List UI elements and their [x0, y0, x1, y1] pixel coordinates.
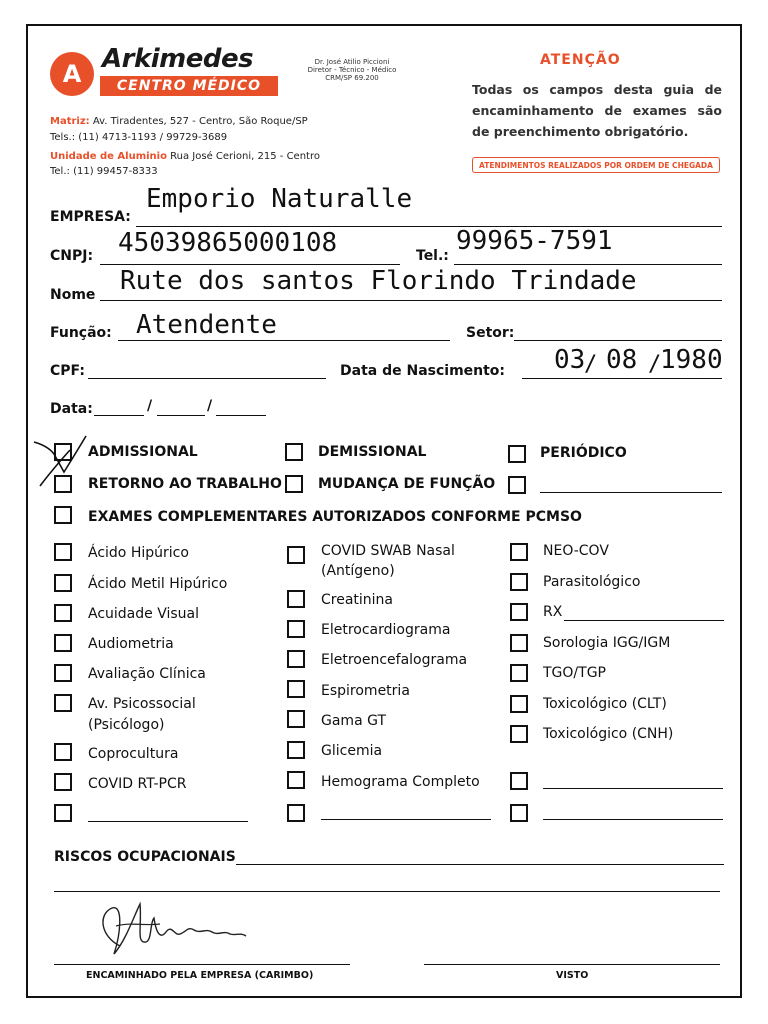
exam-label-glicemia: Glicemia [321, 743, 383, 759]
unidade-line [50, 151, 320, 162]
empresa-line [136, 226, 722, 227]
signature-stroke [103, 904, 246, 954]
exam-other-line-2[interactable] [321, 819, 491, 820]
exam-checkbox-parasitologico[interactable] [510, 573, 528, 591]
mudanca-label: MUDANÇA DE FUNÇÃO [318, 476, 496, 492]
riscos-line-2[interactable] [54, 891, 720, 892]
exam-label-antigeno: (Antígeno) [321, 563, 395, 579]
riscos-line[interactable] [236, 864, 724, 865]
director-name: Dr. José Atilio Piccioni [314, 58, 390, 66]
exam-checkbox-tgo-tgp[interactable] [510, 664, 528, 682]
attention-text: Todas os campos desta guia de encaminhamento de exames são de preenchimento obrigatório. [472, 82, 722, 139]
data-year-line[interactable] [216, 415, 266, 416]
exam-checkbox-gama-gt[interactable] [287, 710, 305, 728]
visto-label: VISTO [556, 970, 589, 981]
exam-other-line-1[interactable] [88, 821, 248, 822]
empresa-label: EMPRESA: [50, 209, 131, 225]
exam-checkbox-acuidade[interactable] [54, 604, 72, 622]
periodico-checkbox[interactable] [508, 445, 526, 463]
exam-label-avaliacao: Avaliação Clínica [88, 666, 206, 682]
exam-checkbox-audiometria[interactable] [54, 634, 72, 652]
brand-logo [50, 52, 94, 96]
exam-label-parasitologico: Parasitológico [543, 574, 641, 590]
nascimento-year[interactable]: 1980 [660, 345, 723, 375]
exam-label-covid-rtpcr: COVID RT-PCR [88, 776, 187, 792]
exam-checkbox-espirometria[interactable] [287, 680, 305, 698]
exam-label-tgo-tgp: TGO/TGP [543, 665, 606, 681]
exam-checkbox-toxico-clt[interactable] [510, 695, 528, 713]
data-slash-2: / [207, 398, 213, 414]
exam-label-covid-swab: COVID SWAB Nasal [321, 543, 455, 559]
exam-checkbox-eletroencefalograma[interactable] [287, 650, 305, 668]
matriz-line [50, 116, 308, 127]
tel-label: Tel.: [416, 248, 449, 264]
exam-rx-line[interactable] [564, 620, 724, 621]
nascimento-month[interactable]: 08 [606, 345, 638, 375]
cpf-line[interactable] [88, 378, 326, 379]
exam-label-psicologo: (Psicólogo) [88, 717, 165, 733]
complementares-label: EXAMES COMPLEMENTARES AUTORIZADOS CONFORME PCMSO [88, 509, 582, 525]
funcao-line [118, 340, 450, 341]
nascimento-line [522, 378, 722, 379]
nascimento-day[interactable]: 03 [554, 345, 586, 375]
exam-checkbox-other-2[interactable] [287, 804, 305, 822]
attention-title: ATENÇÃO [540, 52, 621, 68]
cnpj-line [100, 264, 400, 265]
exam-label-audiometria: Audiometria [88, 636, 174, 652]
matriz-phones: Tels.: (11) 4713-1193 / 99729-3689 [50, 132, 228, 143]
visto-line [424, 964, 720, 965]
cnpj-label: CNPJ: [50, 248, 94, 264]
unidade-address: Rua José Cerioni, 215 - Centro [170, 151, 320, 162]
funcao-value[interactable]: Atendente [136, 310, 277, 340]
data-label: Data: [50, 401, 93, 417]
brand-subtitle: CENTRO MÉDICO [100, 76, 278, 96]
funcao-label: Função: [50, 325, 112, 341]
brand-name: Arkimedes [102, 44, 254, 74]
retorno-checkbox[interactable] [54, 475, 72, 493]
data-slash-1: / [147, 398, 153, 414]
exam-label-acido-metil: Ácido Metil Hipúrico [88, 576, 228, 592]
retorno-label: RETORNO AO TRABALHO [88, 476, 282, 492]
demissional-checkbox[interactable] [285, 443, 303, 461]
tel-value[interactable]: 99965-7591 [456, 226, 613, 256]
exam-checkbox-neo-cov[interactable] [510, 543, 528, 561]
exam-checkbox-eletrocardiograma[interactable] [287, 620, 305, 638]
riscos-label: RISCOS OCUPACIONAIS [54, 849, 236, 865]
exam-checkbox-glicemia[interactable] [287, 741, 305, 759]
exam-checkbox-covid-swab[interactable] [287, 546, 305, 564]
director-info [300, 58, 404, 82]
exam-checkbox-hemograma[interactable] [287, 771, 305, 789]
exam-checkbox-other-3[interactable] [510, 772, 528, 790]
signature-graphic [90, 896, 260, 960]
other-type-checkbox[interactable] [508, 476, 526, 494]
exam-checkbox-sorologia[interactable] [510, 634, 528, 652]
exam-label-espirometria: Espirometria [321, 683, 410, 699]
attention-badge: ATENDIMENTOS REALIZADOS POR ORDEM DE CHEGADA [472, 157, 720, 173]
exam-checkbox-psicossocial[interactable] [54, 694, 72, 712]
exam-label-eletrocardiograma: Eletrocardiograma [321, 622, 451, 638]
cpf-label: CPF: [50, 363, 85, 379]
exam-label-rx: RX [543, 604, 563, 620]
exam-label-coprocultura: Coprocultura [88, 746, 179, 762]
exam-other-line-4[interactable] [543, 819, 723, 820]
nome-label: Nome [50, 287, 96, 303]
demissional-label: DEMISSIONAL [318, 444, 427, 460]
admissional-label: ADMISSIONAL [88, 444, 198, 460]
exam-checkbox-acido-hipurico[interactable] [54, 543, 72, 561]
exam-label-toxico-cnh: Toxicológico (CNH) [543, 726, 674, 742]
exam-checkbox-creatinina[interactable] [287, 590, 305, 608]
tel-line [454, 264, 722, 265]
exam-label-eletroencefalograma: Eletroencefalograma [321, 652, 468, 668]
periodico-label: PERIÓDICO [540, 445, 627, 461]
setor-label: Setor: [466, 325, 515, 341]
exam-checkbox-covid-rtpcr[interactable] [54, 773, 72, 791]
exam-label-psicossocial: Av. Psicossocial [88, 696, 196, 712]
exam-checkbox-other-4[interactable] [510, 804, 528, 822]
exam-checkbox-acido-metil[interactable] [54, 574, 72, 592]
exam-checkbox-avaliacao[interactable] [54, 664, 72, 682]
unidade-phone: Tel.: (11) 99457-8333 [50, 166, 158, 177]
carimbo-line [54, 964, 350, 965]
exam-checkbox-coprocultura[interactable] [54, 743, 72, 761]
exam-label-hemograma: Hemograma Completo [321, 774, 480, 790]
nascimento-slash-1: / [584, 352, 598, 377]
signature-stroke-2 [116, 924, 160, 926]
setor-line[interactable] [514, 340, 722, 341]
exam-label-creatinina: Creatinina [321, 592, 394, 608]
nome-value[interactable]: Rute dos santos Florindo Trindade [120, 266, 637, 296]
exam-label-acido-hipurico: Ácido Hipúrico [88, 545, 189, 561]
director-crm: CRM/SP 69.200 [325, 74, 379, 82]
nascimento-slash-2: / [648, 352, 662, 377]
data-month-line[interactable] [157, 415, 205, 416]
exam-other-line-3[interactable] [543, 788, 723, 789]
unidade-label: Unidade de Aluminio [50, 151, 167, 162]
checkmark-stroke [34, 436, 86, 472]
director-role: Diretor - Técnico - Médico [307, 66, 397, 74]
exam-label-neo-cov: NEO-COV [543, 543, 609, 559]
data-day-line[interactable] [94, 415, 144, 416]
exam-checkbox-rx[interactable] [510, 603, 528, 621]
exam-label-acuidade: Acuidade Visual [88, 606, 200, 622]
nascimento-label: Data de Nascimento: [340, 363, 506, 379]
exam-label-sorologia: Sorologia IGG/IGM [543, 635, 671, 651]
mudanca-checkbox[interactable] [285, 475, 303, 493]
exam-label-toxico-clt: Toxicológico (CLT) [543, 696, 667, 712]
empresa-value[interactable]: Emporio Naturalle [146, 184, 413, 214]
matriz-label: Matriz: [50, 116, 90, 127]
encaminhado-label: ENCAMINHADO PELA EMPRESA (CARIMBO) [86, 970, 314, 981]
exam-checkbox-toxico-cnh[interactable] [510, 725, 528, 743]
other-type-line[interactable] [540, 492, 722, 493]
exam-checkbox-other-1[interactable] [54, 804, 72, 822]
cnpj-value[interactable]: 45039865000108 [118, 228, 338, 258]
matriz-address: Av. Tiradentes, 527 - Centro, São Roque/SP [92, 116, 308, 127]
exam-label-gama-gt: Gama GT [321, 713, 386, 729]
nome-line [100, 300, 722, 301]
complementares-checkbox[interactable] [54, 506, 72, 524]
